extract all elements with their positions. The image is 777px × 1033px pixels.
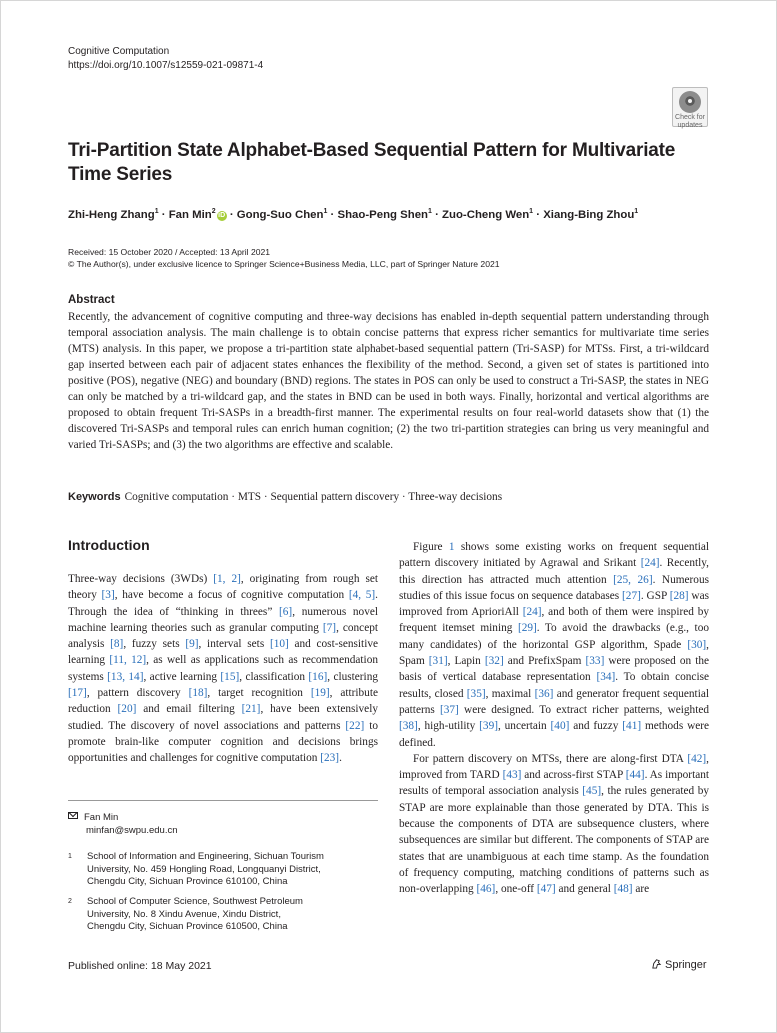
left-column: [68, 571, 378, 767]
body-text: and PrefixSpam: [503, 655, 586, 668]
body-text: , pattern discovery: [86, 687, 189, 700]
body-text: , as well as applications such as recommendation systems: [68, 654, 378, 683]
author-affiliation-mark: 2: [211, 208, 216, 215]
affiliation-number: 2: [68, 898, 72, 905]
affiliation-line: University, No. 459 Hongling Road, Longquanyi District,: [87, 863, 321, 875]
citation-link[interactable]: [15]: [220, 670, 240, 683]
author-name[interactable]: Gong-Suo Chen: [236, 208, 324, 221]
body-text: shows some existing works on frequent sequential pattern discovery initiated by Agrawal and Srikant: [399, 541, 709, 570]
corresponding-author: [68, 811, 178, 837]
citation-link[interactable]: [16]: [308, 670, 328, 683]
author-name[interactable]: Zuo-Cheng Wen: [442, 208, 530, 221]
author-affiliation-mark: 1: [154, 208, 159, 215]
affiliation-line: Chengdu City, Sichuan Province 610500, China: [87, 921, 288, 932]
author-affiliation-mark: 1: [529, 208, 534, 215]
author-separator: ·: [431, 208, 443, 221]
citation-link[interactable]: [45]: [582, 785, 602, 798]
citation-link[interactable]: [37]: [440, 703, 459, 716]
springer-logo: [651, 958, 707, 971]
published-online: Published online: 18 May 2021: [68, 960, 212, 972]
body-text: , Spam: [399, 638, 709, 668]
body-text: . To avoid the drawbacks (e.g., too many candidates) of the horizontal GSP algorithm, Spade: [399, 622, 709, 651]
citation-link[interactable]: [23]: [320, 752, 340, 765]
citation-link[interactable]: [30]: [687, 638, 707, 651]
citation-link[interactable]: [39]: [479, 720, 498, 733]
citation-link[interactable]: [47]: [536, 883, 556, 896]
body-text: , one-off: [495, 883, 537, 896]
journal-name: Cognitive Computation: [68, 46, 170, 57]
orcid-icon[interactable]: iD: [218, 211, 226, 219]
citation-link[interactable]: [25, 26]: [613, 573, 653, 586]
body-text: to promote brain-like computer cognition and decisions brings opportunities and challenges for cognitive computation: [68, 719, 378, 765]
body-text: , concept analysis: [68, 621, 378, 651]
citation-link[interactable]: [32]: [484, 655, 504, 668]
body-text: For pattern discovery on MTSs, there are along-first DTA: [413, 752, 688, 765]
body-text: , attribute reduction: [68, 687, 378, 716]
copyright-line: © The Author(s), under exclusive licence to Springer Science+Business Media, LLC, part of Springer Nature 2021: [68, 259, 500, 269]
badge-line-2: updates: [677, 122, 703, 129]
affiliation-line: University, No. 8 Xindu Avenue, Xindu District,: [87, 908, 281, 920]
body-text: were designed. To extract richer patterns, weighted: [458, 703, 709, 716]
citation-link[interactable]: [17]: [68, 687, 87, 700]
body-text: .: [339, 752, 342, 765]
body-text: . GSP: [640, 589, 670, 602]
body-text: , have been extensively studied. The discovery of novel associations and patterns: [68, 703, 378, 732]
received-accepted: Received: 15 October 2020 / Accepted: 13 April 2021: [68, 247, 271, 257]
intro-paragraph-3: [399, 751, 709, 898]
paper-title: Tri-Partition State Alphabet-Based Sequential Pattern for Multivariate Time Series: [68, 140, 676, 185]
body-text: and cost-sensitive learning: [68, 638, 378, 667]
citation-link[interactable]: [35]: [466, 687, 486, 700]
citation-link[interactable]: [19]: [310, 687, 330, 700]
citation-link[interactable]: [31]: [428, 655, 448, 668]
affiliation-line: Chengdu City, Sichuan Province 610100, China: [87, 876, 288, 887]
corresponding-name: Fan Min: [84, 812, 119, 823]
keywords-label: Keywords: [68, 491, 121, 503]
citation-link[interactable]: [27]: [622, 589, 641, 602]
body-text: , fuzzy sets: [123, 638, 186, 651]
citation-link[interactable]: [24]: [640, 557, 660, 570]
citation-link[interactable]: [6]: [279, 605, 293, 618]
affiliation-2: [68, 896, 378, 934]
author-separator: ·: [226, 208, 237, 221]
citation-link[interactable]: [18]: [188, 687, 208, 700]
body-text: , high-utility: [417, 720, 480, 733]
keywords-line: [68, 490, 709, 504]
body-text: , active learning: [143, 670, 221, 683]
citation-link[interactable]: [8]: [110, 638, 124, 651]
citation-link[interactable]: [10]: [269, 638, 289, 651]
body-text: was improved from AprioriAll: [399, 589, 709, 619]
citation-link[interactable]: [42]: [687, 752, 707, 765]
citation-link[interactable]: [48]: [613, 883, 633, 896]
body-text: , numerous novel machine learning theories such as granular computing: [68, 605, 379, 634]
citation-link[interactable]: [29]: [517, 622, 537, 635]
body-text: . Through the idea of “thinking in threes”: [68, 589, 378, 618]
abstract-body: Recently, the advancement of cognitive computing and three-way decisions has enabled in-depth sequential pattern understanding through temporal association analysis. The main challenge is to obtain concise patterns that express richer semantics for multivariate time series (MTS) analysis. In this paper, we propose a tri-partition state alphabet-based sequential pattern (Tri-SASP) for MTSs. First, a tri-wildcard gap inserted between each pair of adjacent states enhances the flexibility of the method. Second, a given set of states is partitioned into positive (POS), negative (NEG) and boundary (BND) regions. The states in POS can only be used to construct a Tri-SASP, the states in NEG can only be matched by a tri-wildcard gap, and the states in BND can be used in both ways. Finally, horizontal and vertical algorithms are proposed to obtain frequent Tri-SASPs in a breadth-first manner. The experimental results on four real-world datasets show that (1) the discovered Tri-SASPs and temporal rules can enrich human cognition; (2) the two tri-partition strategies can bring us very meaningful and varied Tri-SASPs; and (3) the two algorithms are effective and scalable.: [68, 311, 709, 451]
body-text: , clustering: [327, 670, 378, 683]
body-text: Three-way decisions (3WDs): [68, 573, 214, 585]
body-text: , originating from rough set theory: [68, 573, 378, 602]
citation-link[interactable]: [41]: [622, 720, 642, 733]
journal-header: [68, 45, 263, 73]
body-text: . As important results of temporal association analysis: [399, 769, 710, 798]
body-text: , Lapin: [447, 655, 485, 668]
check-for-updates-badge[interactable]: [672, 87, 708, 127]
body-text: , and both of them were inspired by frequent itemset mining: [399, 606, 709, 635]
author-name[interactable]: Shao-Peng Shen: [337, 208, 429, 221]
body-text: and generator frequent sequential patterns: [399, 687, 709, 716]
citation-link[interactable]: [4, 5]: [348, 589, 376, 602]
citation-link[interactable]: [11, 12]: [109, 654, 147, 667]
citation-link[interactable]: [1, 2]: [213, 573, 241, 585]
footnote-divider: [68, 800, 378, 801]
body-text: , improved from TARD: [399, 752, 709, 782]
body-text: , maximal: [485, 687, 535, 700]
abstract-heading: Abstract: [68, 294, 115, 306]
citation-link[interactable]: [34]: [596, 671, 616, 684]
body-text: , interval sets: [198, 638, 270, 651]
author-name[interactable]: Xiang-Bing Zhou: [543, 208, 635, 221]
citation-link[interactable]: [44]: [625, 769, 645, 782]
corresponding-email[interactable]: minfan@swpu.edu.cn: [86, 825, 178, 836]
citation-link[interactable]: [21]: [241, 703, 261, 716]
body-text: and fuzzy: [569, 720, 623, 733]
springer-horse-icon: [651, 958, 662, 969]
body-text: , uncertain: [498, 720, 551, 733]
citation-link[interactable]: [43]: [502, 769, 522, 782]
body-text: . Numerous studies of this issue focus on sequence databases: [399, 573, 709, 602]
affiliation-line: School of Computer Science, Southwest Petroleum: [87, 896, 303, 907]
check-updates-icon: [679, 91, 701, 113]
citation-link[interactable]: [24]: [522, 606, 542, 619]
citation-link[interactable]: [20]: [117, 703, 137, 716]
article-dates: [68, 246, 708, 270]
citation-link[interactable]: [36]: [534, 687, 554, 700]
author-name[interactable]: Zhi-Heng Zhang: [68, 208, 155, 221]
author-name[interactable]: Fan Min: [168, 208, 212, 221]
author-affiliation-mark: 1: [323, 208, 328, 215]
citation-link[interactable]: [28]: [669, 589, 689, 602]
body-text: . To obtain concise results, closed: [399, 671, 709, 700]
author-separator: ·: [158, 208, 169, 221]
intro-paragraph-1: [68, 571, 378, 767]
envelope-icon: [68, 812, 78, 819]
affiliation-number: 1: [68, 853, 72, 860]
author-separator: ·: [327, 208, 338, 221]
citation-link[interactable]: [13, 14]: [107, 670, 144, 683]
citation-link[interactable]: [22]: [345, 719, 365, 732]
body-text: , the rules generated by STAP are more explainable than those generated by DTA. This is because the components of DTA are subsequence clusters, where subsequences are similar but different. The components of STAP are states that are unambiguous at each time stamp. As the foundation of frequency computing, matching conditions of patterns such as non-overlapping: [399, 785, 709, 896]
body-text: , have become a focus of cognitive computation: [114, 589, 349, 602]
citation-link[interactable]: [38]: [399, 720, 418, 733]
body-text: are: [632, 883, 650, 896]
author-affiliation-mark: 1: [634, 208, 639, 215]
citation-link[interactable]: [40]: [550, 720, 570, 733]
intro-paragraph-2: [399, 539, 709, 751]
citation-link[interactable]: [7]: [322, 621, 337, 634]
citation-link[interactable]: [3]: [101, 589, 115, 602]
citation-link[interactable]: [9]: [185, 638, 199, 651]
body-text: . Recently, this direction has attracted much attention: [399, 557, 709, 586]
affiliation-1: [68, 851, 378, 889]
citation-link[interactable]: [46]: [476, 883, 496, 896]
citation-link[interactable]: 1: [448, 541, 455, 553]
body-text: and across-first STAP: [521, 769, 626, 782]
doi-link[interactable]: https://doi.org/10.1007/s12559-021-09871-4: [68, 60, 264, 71]
citation-link[interactable]: [33]: [585, 655, 605, 668]
author-affiliation-mark: 1: [428, 208, 432, 215]
body-text: and email filtering: [136, 703, 242, 716]
body-text: Figure: [413, 541, 449, 553]
body-text: , target recognition: [207, 687, 311, 700]
author-separator: ·: [533, 208, 544, 221]
affiliation-line: School of Information and Engineering, Sichuan Tourism: [87, 851, 324, 862]
introduction-heading: Introduction: [68, 537, 150, 553]
body-text: methods were defined.: [399, 720, 710, 749]
springer-name: Springer: [665, 959, 707, 971]
badge-line-1: Check for: [675, 114, 705, 121]
author-list: [68, 205, 708, 222]
body-text: were proposed on the basis of vertical database representation: [399, 655, 709, 684]
right-column: [399, 539, 709, 898]
keywords-text: Cognitive computation · MTS · Sequential pattern discovery · Three-way decisions: [124, 491, 503, 503]
body-text: and general: [555, 883, 614, 896]
body-text: , classification: [239, 670, 309, 683]
